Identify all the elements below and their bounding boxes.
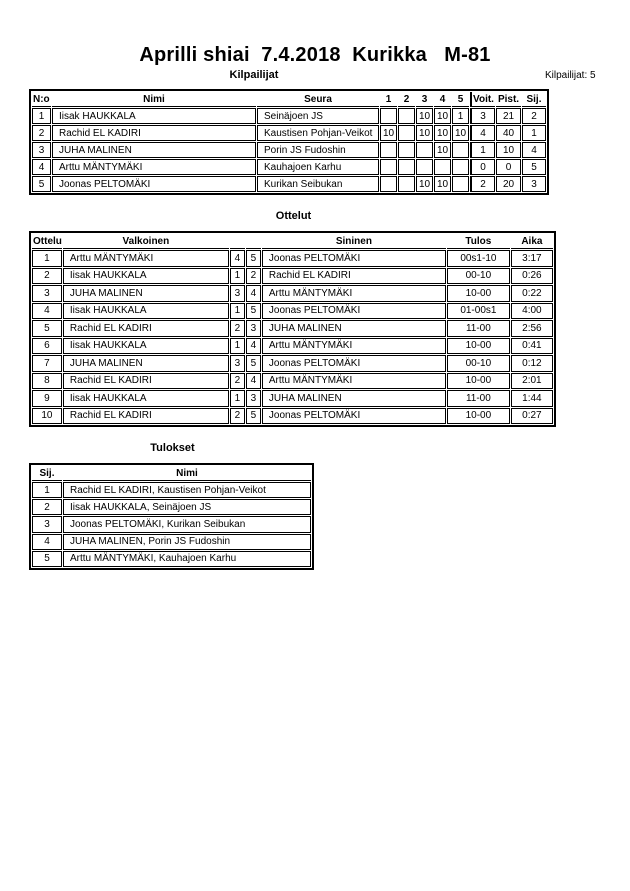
result-name: Rachid EL KADIRI, Kaustisen Pohjan-Veikot <box>63 482 311 498</box>
white-competitor-no: 1 <box>230 268 245 285</box>
participants-count: Kilpailijat: 5 <box>545 70 596 81</box>
match-no: 8 <box>32 373 62 390</box>
blue-competitor-name: Arttu MÄNTYMÄKI <box>262 338 446 355</box>
white-competitor-no: 3 <box>230 355 245 372</box>
match-row <box>32 303 553 320</box>
round-score-5 <box>452 142 469 158</box>
header-voit: Voit. <box>470 92 495 107</box>
match-time: 0:26 <box>511 268 553 285</box>
tulokset-table <box>29 463 314 570</box>
blue-competitor-no: 4 <box>246 338 261 355</box>
result-row <box>32 534 311 550</box>
header-seura: Seura <box>257 92 379 107</box>
match-time: 4:00 <box>511 303 553 320</box>
header-tulos: Tulos <box>447 234 510 249</box>
tulokset-section-title: Tulokset <box>150 442 195 454</box>
competitor-row <box>32 142 546 158</box>
points-value: 10 <box>496 142 521 158</box>
match-time: 0:27 <box>511 408 553 425</box>
result-name: Iisak HAUKKALA, Seinäjoen JS <box>63 499 311 515</box>
result-row <box>32 499 311 515</box>
result-row <box>32 516 311 532</box>
competitor-name: Joonas PELTOMÄKI <box>52 176 256 192</box>
header-no: N:o <box>32 92 51 107</box>
round-score-4: 10 <box>434 108 451 124</box>
result-row <box>32 482 311 498</box>
match-no: 1 <box>32 250 62 267</box>
white-competitor-no: 1 <box>230 338 245 355</box>
header-sij: Sij. <box>522 92 546 107</box>
placement-value: 4 <box>522 142 546 158</box>
match-score: 00-10 <box>447 268 510 285</box>
match-row <box>32 285 553 302</box>
blue-competitor-no: 4 <box>246 285 261 302</box>
white-competitor-name: Iisak HAUKKALA <box>63 303 229 320</box>
match-row <box>32 320 553 337</box>
round-score-1: 10 <box>380 125 397 141</box>
competitor-row <box>32 108 546 124</box>
placement-value: 2 <box>522 108 546 124</box>
competitor-club: Kauhajoen Karhu <box>257 159 379 175</box>
competitor-club: Porin JS Fudoshin <box>257 142 379 158</box>
competitor-no: 5 <box>32 176 51 192</box>
white-competitor-name: JUHA MALINEN <box>63 355 229 372</box>
competitor-club: Seinäjoen JS <box>257 108 379 124</box>
competitor-name: Iisak HAUKKALA <box>52 108 256 124</box>
match-no: 2 <box>32 268 62 285</box>
points-value: 20 <box>496 176 521 192</box>
match-time: 3:17 <box>511 250 553 267</box>
competitor-no: 1 <box>32 108 51 124</box>
match-score: 10-00 <box>447 338 510 355</box>
kilpailijat-section-title: Kilpailijat <box>229 69 279 81</box>
match-row <box>32 373 553 390</box>
match-time: 0:41 <box>511 338 553 355</box>
round-score-2 <box>398 176 415 192</box>
round-score-4: 10 <box>434 142 451 158</box>
match-time: 2:56 <box>511 320 553 337</box>
round-score-1 <box>380 142 397 158</box>
blue-competitor-no: 5 <box>246 355 261 372</box>
match-no: 7 <box>32 355 62 372</box>
white-competitor-no: 3 <box>230 285 245 302</box>
wins-value: 3 <box>470 108 495 124</box>
header-round-4: 4 <box>434 92 451 107</box>
round-score-3 <box>416 159 433 175</box>
match-score: 11-00 <box>447 390 510 407</box>
header-round-2: 2 <box>398 92 415 107</box>
competitor-name: Arttu MÄNTYMÄKI <box>52 159 256 175</box>
result-placement: 5 <box>32 551 62 567</box>
match-score: 00s1-10 <box>447 250 510 267</box>
match-no: 5 <box>32 320 62 337</box>
round-score-5: 10 <box>452 125 469 141</box>
round-score-2 <box>398 108 415 124</box>
white-competitor-name: Rachid EL KADIRI <box>63 373 229 390</box>
points-value: 40 <box>496 125 521 141</box>
header-ottelu: Ottelu <box>32 234 62 249</box>
header-nimi: Nimi <box>63 466 311 481</box>
round-score-3 <box>416 142 433 158</box>
kilpailijat-header-row <box>32 92 546 107</box>
tulokset-header-row <box>32 466 311 481</box>
white-competitor-no: 4 <box>230 250 245 267</box>
blue-competitor-name: Arttu MÄNTYMÄKI <box>262 285 446 302</box>
result-placement: 4 <box>32 534 62 550</box>
kilpailijat-table <box>29 89 549 195</box>
competitor-row <box>32 159 546 175</box>
result-name: Arttu MÄNTYMÄKI, Kauhajoen Karhu <box>63 551 311 567</box>
header-aika: Aika <box>511 234 553 249</box>
white-competitor-no: 2 <box>230 408 245 425</box>
points-value: 0 <box>496 159 521 175</box>
placement-value: 5 <box>522 159 546 175</box>
match-row <box>32 408 553 425</box>
round-score-3: 10 <box>416 108 433 124</box>
round-score-5: 1 <box>452 108 469 124</box>
match-score: 00-10 <box>447 355 510 372</box>
wins-value: 1 <box>470 142 495 158</box>
result-name: Joonas PELTOMÄKI, Kurikan Seibukan <box>63 516 311 532</box>
ottelut-section-title: Ottelut <box>275 210 312 222</box>
round-score-4: 10 <box>434 176 451 192</box>
header-pist: Pist. <box>496 92 521 107</box>
competitor-name: JUHA MALINEN <box>52 142 256 158</box>
match-no: 10 <box>32 408 62 425</box>
match-row <box>32 250 553 267</box>
wins-value: 0 <box>470 159 495 175</box>
round-score-1 <box>380 108 397 124</box>
blue-competitor-no: 2 <box>246 268 261 285</box>
match-row <box>32 390 553 407</box>
page-title: Aprilli shiai 7.4.2018 Kurikka M-81 <box>139 44 491 66</box>
white-competitor-name: Rachid EL KADIRI <box>63 408 229 425</box>
header-nimi: Nimi <box>52 92 256 107</box>
blue-competitor-no: 3 <box>246 390 261 407</box>
competitor-club: Kaustisen Pohjan-Veikot <box>257 125 379 141</box>
header-round-5: 5 <box>452 92 469 107</box>
round-score-2 <box>398 125 415 141</box>
blue-competitor-name: Joonas PELTOMÄKI <box>262 303 446 320</box>
match-score: 01-00s1 <box>447 303 510 320</box>
result-placement: 1 <box>32 482 62 498</box>
match-row <box>32 268 553 285</box>
header-round-3: 3 <box>416 92 433 107</box>
blue-competitor-name: Joonas PELTOMÄKI <box>262 408 446 425</box>
round-score-3: 10 <box>416 176 433 192</box>
competitor-row <box>32 125 546 141</box>
match-time: 1:44 <box>511 390 553 407</box>
header-sij: Sij. <box>32 466 62 481</box>
competitor-no: 4 <box>32 159 51 175</box>
match-time: 0:12 <box>511 355 553 372</box>
match-score: 11-00 <box>447 320 510 337</box>
points-value: 21 <box>496 108 521 124</box>
competitor-no: 2 <box>32 125 51 141</box>
match-no: 9 <box>32 390 62 407</box>
white-competitor-name: JUHA MALINEN <box>63 285 229 302</box>
result-row <box>32 551 311 567</box>
round-score-2 <box>398 142 415 158</box>
placement-value: 3 <box>522 176 546 192</box>
result-placement: 3 <box>32 516 62 532</box>
competitor-no: 3 <box>32 142 51 158</box>
match-score: 10-00 <box>447 408 510 425</box>
match-no: 6 <box>32 338 62 355</box>
header-valkoinen: Valkoinen <box>63 234 229 249</box>
header-sininen: Sininen <box>262 234 446 249</box>
match-time: 0:22 <box>511 285 553 302</box>
placement-value: 1 <box>522 125 546 141</box>
competitor-row <box>32 176 546 192</box>
blue-competitor-no: 5 <box>246 303 261 320</box>
ottelut-header-row <box>32 234 553 249</box>
match-score: 10-00 <box>447 285 510 302</box>
round-score-2 <box>398 159 415 175</box>
round-score-4: 10 <box>434 125 451 141</box>
header-round-1: 1 <box>380 92 397 107</box>
ottelut-table <box>29 231 556 427</box>
header-valkoinen-num <box>230 234 245 249</box>
competitor-club: Kurikan Seibukan <box>257 176 379 192</box>
competitor-name: Rachid EL KADIRI <box>52 125 256 141</box>
white-competitor-no: 2 <box>230 373 245 390</box>
blue-competitor-name: Joonas PELTOMÄKI <box>262 355 446 372</box>
blue-competitor-name: Arttu MÄNTYMÄKI <box>262 373 446 390</box>
blue-competitor-no: 4 <box>246 373 261 390</box>
wins-value: 4 <box>470 125 495 141</box>
white-competitor-no: 2 <box>230 320 245 337</box>
blue-competitor-name: JUHA MALINEN <box>262 390 446 407</box>
white-competitor-no: 1 <box>230 303 245 320</box>
round-score-3: 10 <box>416 125 433 141</box>
round-score-1 <box>380 176 397 192</box>
header-sininen-num <box>246 234 261 249</box>
white-competitor-name: Iisak HAUKKALA <box>63 338 229 355</box>
white-competitor-name: Rachid EL KADIRI <box>63 320 229 337</box>
white-competitor-name: Iisak HAUKKALA <box>63 268 229 285</box>
wins-value: 2 <box>470 176 495 192</box>
white-competitor-no: 1 <box>230 390 245 407</box>
blue-competitor-no: 3 <box>246 320 261 337</box>
match-no: 4 <box>32 303 62 320</box>
result-name: JUHA MALINEN, Porin JS Fudoshin <box>63 534 311 550</box>
match-time: 2:01 <box>511 373 553 390</box>
white-competitor-name: Arttu MÄNTYMÄKI <box>63 250 229 267</box>
result-placement: 2 <box>32 499 62 515</box>
white-competitor-name: Iisak HAUKKALA <box>63 390 229 407</box>
blue-competitor-name: Joonas PELTOMÄKI <box>262 250 446 267</box>
blue-competitor-no: 5 <box>246 250 261 267</box>
match-row <box>32 355 553 372</box>
round-score-5 <box>452 159 469 175</box>
round-score-4 <box>434 159 451 175</box>
match-score: 10-00 <box>447 373 510 390</box>
round-score-5 <box>452 176 469 192</box>
blue-competitor-name: JUHA MALINEN <box>262 320 446 337</box>
blue-competitor-name: Rachid EL KADIRI <box>262 268 446 285</box>
round-score-1 <box>380 159 397 175</box>
blue-competitor-no: 5 <box>246 408 261 425</box>
match-no: 3 <box>32 285 62 302</box>
match-row <box>32 338 553 355</box>
